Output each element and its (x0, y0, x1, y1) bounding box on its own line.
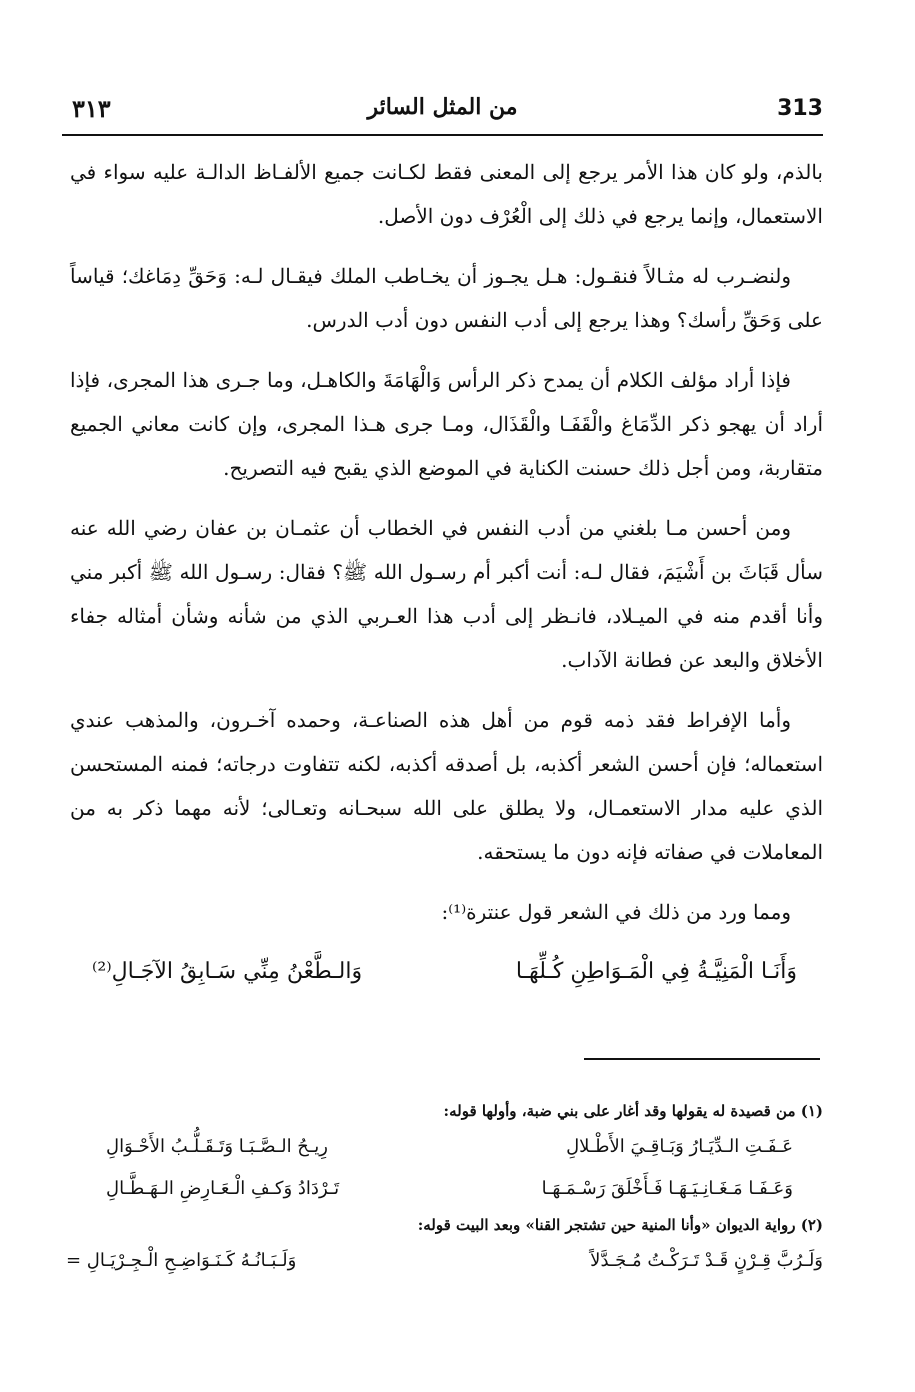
verse-second-half: وَالـطَّعْنُ مِنِّي سَـابِقُ الآجَـالِ⁽²⁾ (92, 959, 363, 984)
footnote-2-verse (66, 1240, 823, 1282)
page-number-latin: 313 (777, 96, 823, 121)
verse-second-half: تَـرْدَادُ وَكـفِ الْـعَـارِضِ الـهَـطَّـالِ (106, 1178, 340, 1199)
running-header (62, 90, 823, 134)
footnote-1-verse-2 (66, 1168, 823, 1210)
footnote-separator (584, 1058, 820, 1060)
verse-second-half: وَلَـبَـانُـهُ كَـنَـوَاضِـحِ الْـجِـرْيَـالِ = (66, 1250, 297, 1271)
paragraph-3: فإذا أراد مؤلف الكلام أن يمدح ذكر الرأس وَالْهَامَةَ والكاهـل، وما جـرى هذا المجرى، فإذا أراد أن يهجو ذكر الدِّمَاغ والْقَفَـا والْقَذَال، ومـا جرى هـذا المجرى، وإن كانت معاني الجميع متقاربة، ومن أجل ذلك حسنت الكناية في الموضع الذي يقبح فيه التصريح. (70, 368, 823, 480)
footnote-1-verse-1 (66, 1126, 823, 1168)
verse-first-half: وَعَـفَـا مَـغَـانِـيَـهَـا فَـأَخْلَقَ رَسْـمَـهَـا (541, 1178, 793, 1199)
running-title: من المثل السائر (367, 94, 518, 120)
footnote-1: (١) من قصيدة له يقولها وقد أغار على بني ضبة، وأولها قوله: (443, 1102, 823, 1120)
verse-first-half: وَلَـرُبَّ قِـرْنٍ قَـدْ تَـرَكْـتُ مُـجَـدَّلاً (590, 1250, 823, 1271)
paragraph-6: ومما ورد من ذلك في الشعر قول عنترة⁽¹⁾: (441, 900, 791, 924)
verse-first-half: وَأَنَـا الْمَنِيَّـةُ فِي الْمَـوَاطِنِ كُـلِّهَـا (515, 959, 797, 984)
page-number-arabic: ٣١٣ (72, 94, 111, 123)
paragraph-1: بالذم، ولو كان هذا الأمر يرجع إلى المعنى فقط لكـانت جميع الألفـاظ الدالـة عليه سواء في الاستعمال، وإنما يرجع في ذلك إلى الْعُرْف دون الأصل. (70, 160, 823, 228)
header-rule (62, 134, 823, 136)
poetry-verse (70, 950, 823, 994)
verse-second-half: رِيـحُ الـصَّـبَـا وَتَـقَـلُّـبُ الأَحْـوَالِ (106, 1136, 328, 1157)
paragraph-2: ولنضـرب له مثـالاً فنقـول: هـل يجـوز أن يخـاطب الملك فيقـال لـه: وَحَقِّ دِمَاغك؛ قياساً على وَحَقِّ رأسك؟ وهذا يرجع إلى أدب النفس دون أدب الدرس. (70, 264, 823, 332)
verse-first-half: عَـفَـتِ الـدِّيَـارُ وَبَـاقِـيَ الأَطْـلالِ (566, 1136, 793, 1157)
footnote-2: (٢) رواية الديوان «وأنا المنية حين تشتجر القنا» وبعد البيت قوله: (417, 1216, 823, 1234)
main-text (70, 150, 823, 994)
paragraph-4: ومن أحسن مـا بلغني من أدب النفس في الخطاب أن عثمـان بن عفان رضي الله عنه سأل قَبَاثَ بن أَشْيَمَ، فقال لـه: أنت أكبر أم رسـول الله ﷺ؟ فقال: رسـول الله ﷺ أكبر مني وأنا أقدم منه في الميـلاد، فانـظر إلى أدب هذا العـربي الذي من شأنه وشأن أمثاله جفاء الأخلاق والبعد عن فطانة الآداب. (70, 516, 823, 672)
footnotes (66, 1096, 823, 1282)
paragraph-5: وأما الإفراط فقد ذمه قوم من أهل هذه الصناعـة، وحمده آخـرون، والمذهب عندي استعماله؛ فإن أحسن الشعر أكذبه، بل أصدقه أكذبه، لكنه تتفاوت درجاته؛ فمنه المستحسن الذي عليه مدار الاستعمـال، ولا يطلق على الله سبحـانه وتعـالى؛ لأنه مهما ذكر به من المعاملات في صفاته فإنه دون ما يستحقه. (70, 708, 823, 864)
